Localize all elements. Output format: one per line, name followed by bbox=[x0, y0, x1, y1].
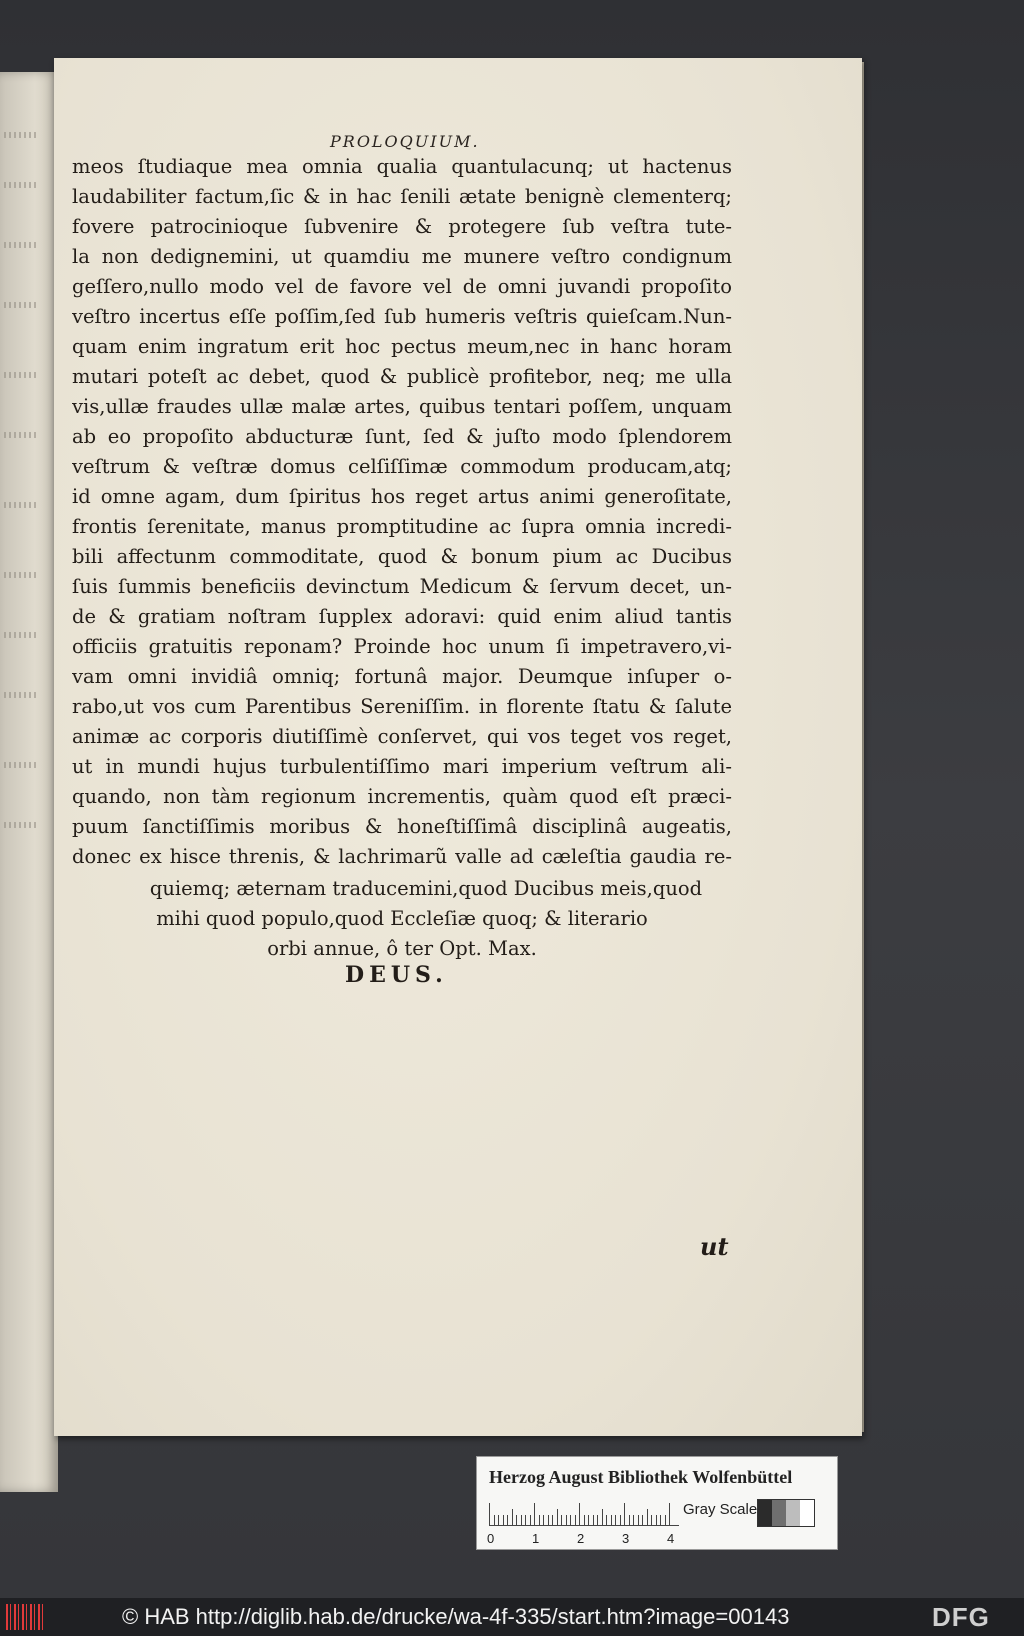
ruler-tick bbox=[593, 1515, 594, 1525]
text-line: ſuis ſummis beneficiis devinctum Medicum & ſervum decet, un- bbox=[72, 575, 732, 598]
ruler-tick bbox=[611, 1515, 612, 1525]
text-line: rabo,ut vos cum Parentibus Sereniſſim. in florente ſtatu & ſalute bbox=[72, 695, 732, 718]
text-line: quam enim ingratum erit hoc pectus meum,nec in hanc horam bbox=[72, 335, 732, 358]
facing-page-edge bbox=[0, 72, 58, 1492]
gray-swatch bbox=[772, 1500, 786, 1526]
ruler-tick bbox=[570, 1515, 571, 1525]
text-line: fovere patrocinioque ſubvenire & protegere ſub veſtra tute- bbox=[72, 215, 732, 238]
ruler-tick bbox=[584, 1515, 585, 1525]
ruler-tick bbox=[557, 1509, 558, 1525]
copyright-link[interactable]: © HAB http://diglib.hab.de/drucke/wa-4f-335/start.htm?image=00143 bbox=[122, 1604, 790, 1629]
running-head: PROLOQUIUM. bbox=[330, 132, 480, 151]
text-line: vis,ullæ fraudes ullæ malæ artes, quibus tentari poſſem, unquam bbox=[72, 395, 732, 418]
ruler-tick bbox=[512, 1509, 513, 1525]
ruler-tick bbox=[561, 1515, 562, 1525]
ruler-tick bbox=[575, 1515, 576, 1525]
gray-swatch bbox=[800, 1500, 814, 1526]
ruler-tick bbox=[588, 1515, 589, 1525]
ruler-tick bbox=[597, 1515, 598, 1525]
library-name: Herzog August Bibliothek Wolfenbüttel bbox=[489, 1467, 793, 1487]
ruler-number: 2 bbox=[577, 1531, 585, 1546]
ruler-tick bbox=[498, 1515, 499, 1525]
closing-line: mihi quod populo,quod Eccleſiæ quoq; & literario bbox=[156, 907, 648, 930]
ruler-tick bbox=[516, 1515, 517, 1525]
ruler-tick bbox=[489, 1503, 490, 1525]
ruler-tick bbox=[579, 1503, 580, 1525]
ruler-tick bbox=[638, 1515, 639, 1525]
ruler-tick bbox=[566, 1515, 567, 1525]
ruler-tick bbox=[507, 1515, 508, 1525]
cm-ruler bbox=[489, 1499, 679, 1526]
text-line: laudabiliter factum,ſic & in hac ſenili ætate benignè clementerq; bbox=[72, 185, 732, 208]
ruler-tick bbox=[602, 1509, 603, 1525]
ruler-tick bbox=[665, 1515, 666, 1525]
text-line: de & gratiam noſtram ſupplex adoravi: quid enim aliud tantis bbox=[72, 605, 732, 628]
ruler-tick bbox=[539, 1515, 540, 1525]
ruler-tick bbox=[548, 1515, 549, 1525]
ruler-tick bbox=[552, 1515, 553, 1525]
ruler-number: 3 bbox=[622, 1531, 630, 1546]
dfg-logo: DFG bbox=[932, 1602, 990, 1632]
text-line: puum ſanctiſſimis moribus & honeſtiſſimâ disciplinâ augeatis, bbox=[72, 815, 732, 838]
gray-swatch bbox=[758, 1500, 772, 1526]
ruler-tick bbox=[534, 1503, 535, 1525]
ruler-tick bbox=[624, 1503, 625, 1525]
ruler-tick bbox=[647, 1509, 648, 1525]
text-line: ab eo propoſito abducturæ ſunt, ſed & juſto modo ſplendorem bbox=[72, 425, 732, 448]
gray-swatch bbox=[786, 1500, 800, 1526]
ruler-tick bbox=[629, 1515, 630, 1525]
viewer-footer bbox=[0, 1598, 1024, 1636]
ruler-number: 1 bbox=[532, 1531, 540, 1546]
gray-scale-swatches bbox=[757, 1499, 815, 1527]
text-line: ut in mundi hujus turbulentiſſimo mari imperium veſtrum ali- bbox=[72, 755, 732, 778]
catchword: ut bbox=[700, 1232, 729, 1261]
closing-lines bbox=[72, 874, 732, 964]
ruler-tick bbox=[642, 1515, 643, 1525]
ruler-tick bbox=[660, 1515, 661, 1525]
text-line: quando, non tàm regionum incrementis, quàm quod eſt præci- bbox=[72, 785, 732, 808]
text-line: frontis ſerenitate, manus promptitudine ac ſupra omnia incredi- bbox=[72, 515, 732, 538]
text-line: vam omni invidiâ omniq; fortunâ major. Deumque inſuper o- bbox=[72, 665, 732, 688]
ruler-tick bbox=[494, 1515, 495, 1525]
body-text bbox=[72, 152, 732, 872]
ruler-tick bbox=[525, 1515, 526, 1525]
ruler-tick bbox=[656, 1515, 657, 1525]
ruler-number: 4 bbox=[667, 1531, 675, 1546]
text-line: mutari poteſt ac debet, quod & publicè profitebor, neq; me ulla bbox=[72, 365, 732, 388]
ruler-tick bbox=[606, 1515, 607, 1525]
text-line: veſtro incertus eſſe poſſim,ſed ſub humeris veſtris quieſcam.Nun- bbox=[72, 305, 732, 328]
text-line: meos ſtudiaque mea omnia qualia quantulacunq; ut hactenus bbox=[72, 155, 732, 178]
closing-line: orbi annue, ô ter Opt. Max. bbox=[267, 937, 537, 960]
text-line: bili affectunm commoditate, quod & bonum pium ac Ducibus bbox=[72, 545, 732, 568]
text-line: id omne agam, dum ſpiritus hos reget artus animi generoſitate, bbox=[72, 485, 732, 508]
color-scale-card bbox=[476, 1456, 838, 1550]
ruler-tick bbox=[620, 1515, 621, 1525]
text-line: officiis gratuitis reponam? Proinde hoc unum ſi impetravero,vi- bbox=[72, 635, 732, 658]
text-line: geſſero,nullo modo vel de favore vel de omni juvandi propoſito bbox=[72, 275, 732, 298]
gray-scale-label: Gray Scale bbox=[683, 1501, 758, 1518]
ruler-tick bbox=[521, 1515, 522, 1525]
ruler-tick bbox=[543, 1515, 544, 1525]
text-line: veſtrum & veſtræ domus celſiſſimæ commodum producam,atq; bbox=[72, 455, 732, 478]
ruler-tick bbox=[633, 1515, 634, 1525]
text-line: donec ex hisce threnis, & lachrimarũ valle ad cæleſtia gaudia re- bbox=[72, 845, 732, 868]
deus-heading: DEUS. bbox=[345, 962, 448, 988]
barcode-icon bbox=[6, 1604, 46, 1630]
ruler-tick bbox=[669, 1503, 670, 1525]
ruler-tick bbox=[530, 1515, 531, 1525]
ruler-tick bbox=[503, 1515, 504, 1525]
ruler-number: 0 bbox=[487, 1531, 495, 1546]
text-line: animæ ac corporis diutiſſimè conſervet, qui vos teget vos reget, bbox=[72, 725, 732, 748]
text-line: la non dedignemini, ut quamdiu me munere veſtro condignum bbox=[72, 245, 732, 268]
ruler-tick bbox=[615, 1515, 616, 1525]
closing-line: quiemq; æternam traducemini,quod Ducibus meis,quod bbox=[149, 877, 703, 900]
ruler-tick bbox=[651, 1515, 652, 1525]
